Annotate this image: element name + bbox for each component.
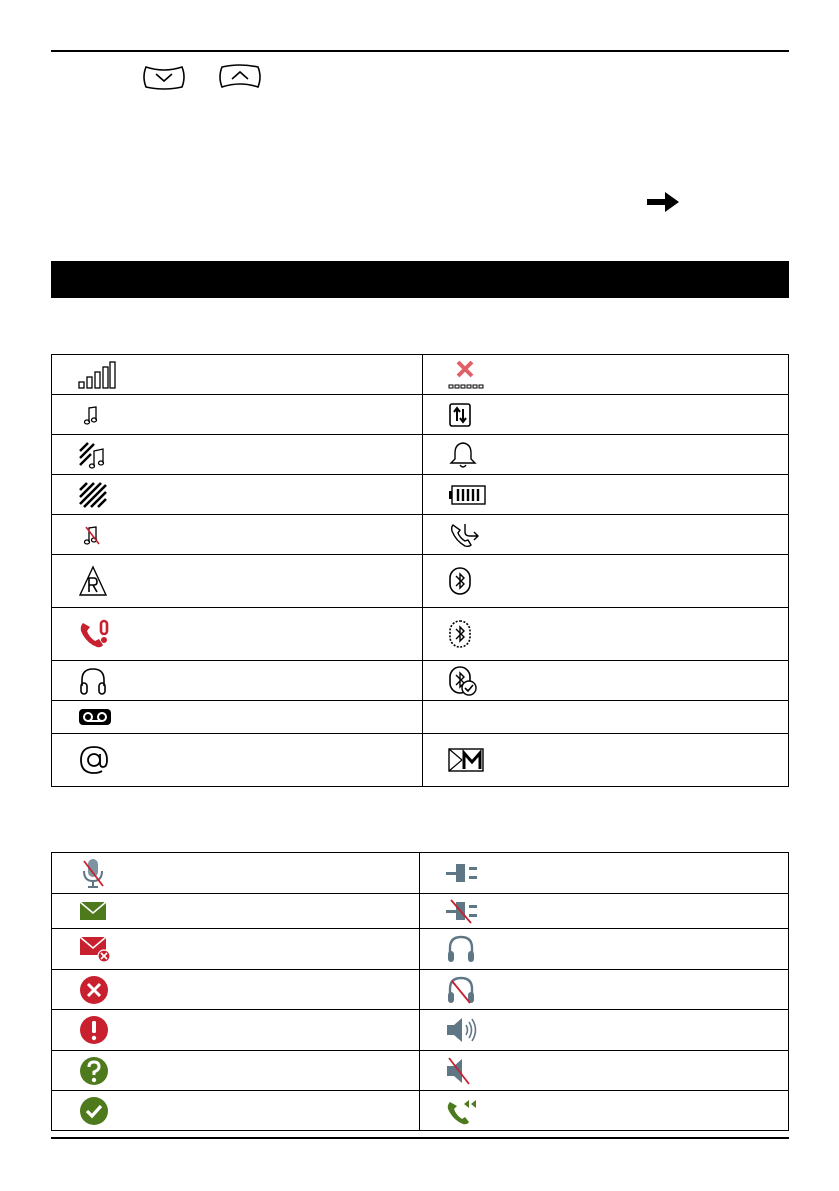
ringtone-icon	[78, 404, 116, 426]
table-row	[52, 355, 789, 395]
table-cell	[423, 608, 789, 661]
table-cell	[420, 1051, 789, 1091]
table-row	[52, 1091, 789, 1131]
warning-icon	[78, 1014, 110, 1046]
headset-disconnected-icon	[445, 975, 477, 1005]
table-row	[52, 435, 789, 475]
table-cell	[52, 1010, 420, 1051]
bluetooth-icon	[448, 566, 472, 596]
table-row	[52, 661, 789, 701]
table-cell	[423, 435, 789, 475]
table-cell	[52, 355, 423, 395]
table-cell	[52, 853, 420, 894]
table-row	[52, 894, 789, 929]
table-cell	[52, 515, 423, 555]
table-cell	[52, 1051, 420, 1091]
table-cell	[52, 929, 420, 970]
header-rule	[51, 50, 789, 52]
data-transfer-icon	[448, 402, 472, 428]
voicemail-icon	[78, 708, 112, 726]
charger-disconnected-icon	[445, 898, 481, 924]
question-icon	[78, 1055, 110, 1087]
table-cell	[423, 395, 789, 435]
message-failed-icon	[78, 935, 112, 963]
arrow-right-icon	[645, 190, 681, 214]
speaker-icon	[445, 1015, 479, 1045]
table-cell	[423, 555, 789, 608]
footer-rule	[51, 1137, 789, 1139]
missed-call-icon	[78, 618, 110, 650]
table-cell	[52, 395, 423, 435]
call-icons-table	[51, 852, 789, 1131]
table-cell	[423, 734, 789, 787]
vibrate-icon	[78, 481, 108, 509]
table-row	[52, 701, 789, 734]
table-cell	[423, 661, 789, 701]
signal-strength-icon	[78, 361, 116, 389]
headset-icon	[78, 666, 108, 696]
table-row	[52, 555, 789, 608]
section-header-bar	[51, 261, 789, 298]
table-cell	[52, 661, 423, 701]
up-key-icon	[218, 64, 262, 90]
table-cell	[52, 435, 423, 475]
error-icon	[78, 974, 110, 1006]
charger-connected-icon	[445, 860, 481, 886]
table-row	[52, 475, 789, 515]
table-row	[52, 853, 789, 894]
no-network-icon	[448, 360, 484, 390]
call-back-icon	[445, 1096, 479, 1126]
table-cell	[52, 608, 423, 661]
alarm-bell-icon	[448, 440, 478, 470]
silent-icon	[78, 524, 116, 546]
table-cell	[420, 1091, 789, 1131]
confirm-icon	[78, 1095, 110, 1127]
table-row	[52, 734, 789, 787]
table-row	[52, 970, 789, 1010]
call-forward-icon	[448, 520, 482, 550]
table-cell	[420, 853, 789, 894]
gmail-icon	[448, 747, 484, 773]
email-icon	[78, 744, 110, 776]
table-cell	[52, 555, 423, 608]
speaker-muted-icon	[445, 1056, 475, 1086]
table-cell	[52, 1091, 420, 1131]
message-icon	[78, 900, 108, 922]
table-cell	[52, 734, 423, 787]
mic-muted-icon	[78, 857, 108, 889]
table-row	[52, 1010, 789, 1051]
table-cell	[52, 894, 420, 929]
table-cell	[420, 970, 789, 1010]
table-cell	[420, 929, 789, 970]
status-icons-table	[51, 354, 789, 787]
table-row	[52, 515, 789, 555]
table-cell	[423, 355, 789, 395]
battery-full-icon	[448, 484, 486, 506]
table-row	[52, 608, 789, 661]
table-cell	[420, 1010, 789, 1051]
vibrate-ringtone-icon	[78, 441, 108, 469]
bluetooth-visible-icon	[448, 619, 472, 649]
section-title	[51, 270, 61, 289]
down-key-icon	[142, 64, 186, 90]
headset-connected-icon	[445, 934, 477, 964]
table-cell	[52, 475, 423, 515]
table-cell	[52, 970, 420, 1010]
table-cell	[423, 515, 789, 555]
table-row	[52, 395, 789, 435]
table-row	[52, 1051, 789, 1091]
table-row	[52, 929, 789, 970]
table-cell	[52, 701, 423, 734]
roaming-icon	[78, 565, 108, 597]
bluetooth-connected-icon	[448, 665, 478, 697]
table-cell	[420, 894, 789, 929]
table-cell	[423, 701, 789, 734]
table-cell	[423, 475, 789, 515]
